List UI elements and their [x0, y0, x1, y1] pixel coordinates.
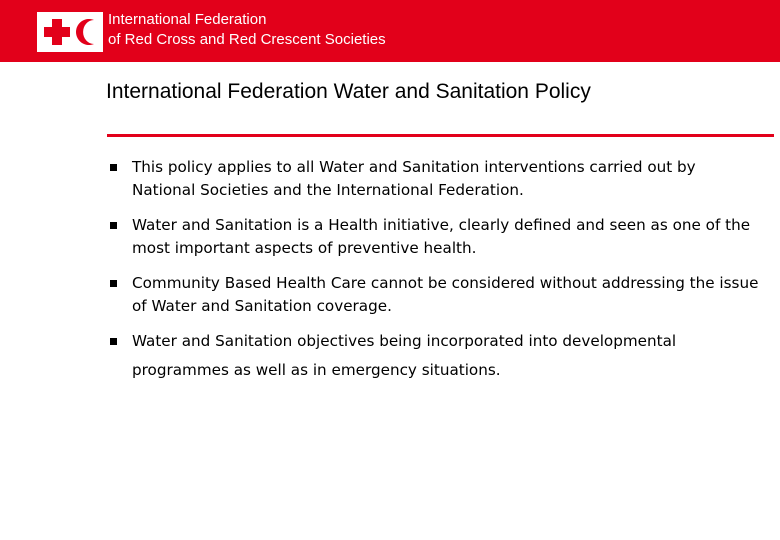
bullet-text: This policy applies to all Water and Sanitation interventions carried out by National Societies and the International Federation. [132, 158, 696, 199]
bullet-square-icon [110, 280, 117, 287]
ifrc-logo [37, 12, 103, 52]
bullet-text: Water and Sanitation objectives being incorporated into developmental programmes as well as in emergency situations. [132, 332, 677, 379]
title-divider [107, 134, 774, 137]
bullet-text: Water and Sanitation is a Health initiative, clearly defined and seen as one of the most important aspects of preventive health. [132, 216, 751, 257]
organization-name [108, 10, 386, 50]
org-name-line1: International Federation [108, 11, 267, 28]
bullet-item [110, 327, 760, 385]
bullet-item [110, 272, 760, 318]
bullet-list [110, 156, 760, 385]
red-crescent-icon [74, 17, 100, 47]
bullet-square-icon [110, 338, 117, 345]
org-name-line2: of Red Cross and Red Crescent Societies [108, 31, 386, 48]
bullet-item [110, 156, 760, 202]
bullet-text: Community Based Health Care cannot be considered without addressing the issue of Water and Sanitation coverage. [132, 274, 759, 315]
header-banner [0, 0, 780, 62]
bullet-square-icon [110, 164, 117, 171]
slide-title: International Federation Water and Sanitation Policy [106, 80, 591, 103]
bullet-item [110, 214, 760, 260]
bullet-square-icon [110, 222, 117, 229]
red-cross-icon [42, 17, 72, 47]
